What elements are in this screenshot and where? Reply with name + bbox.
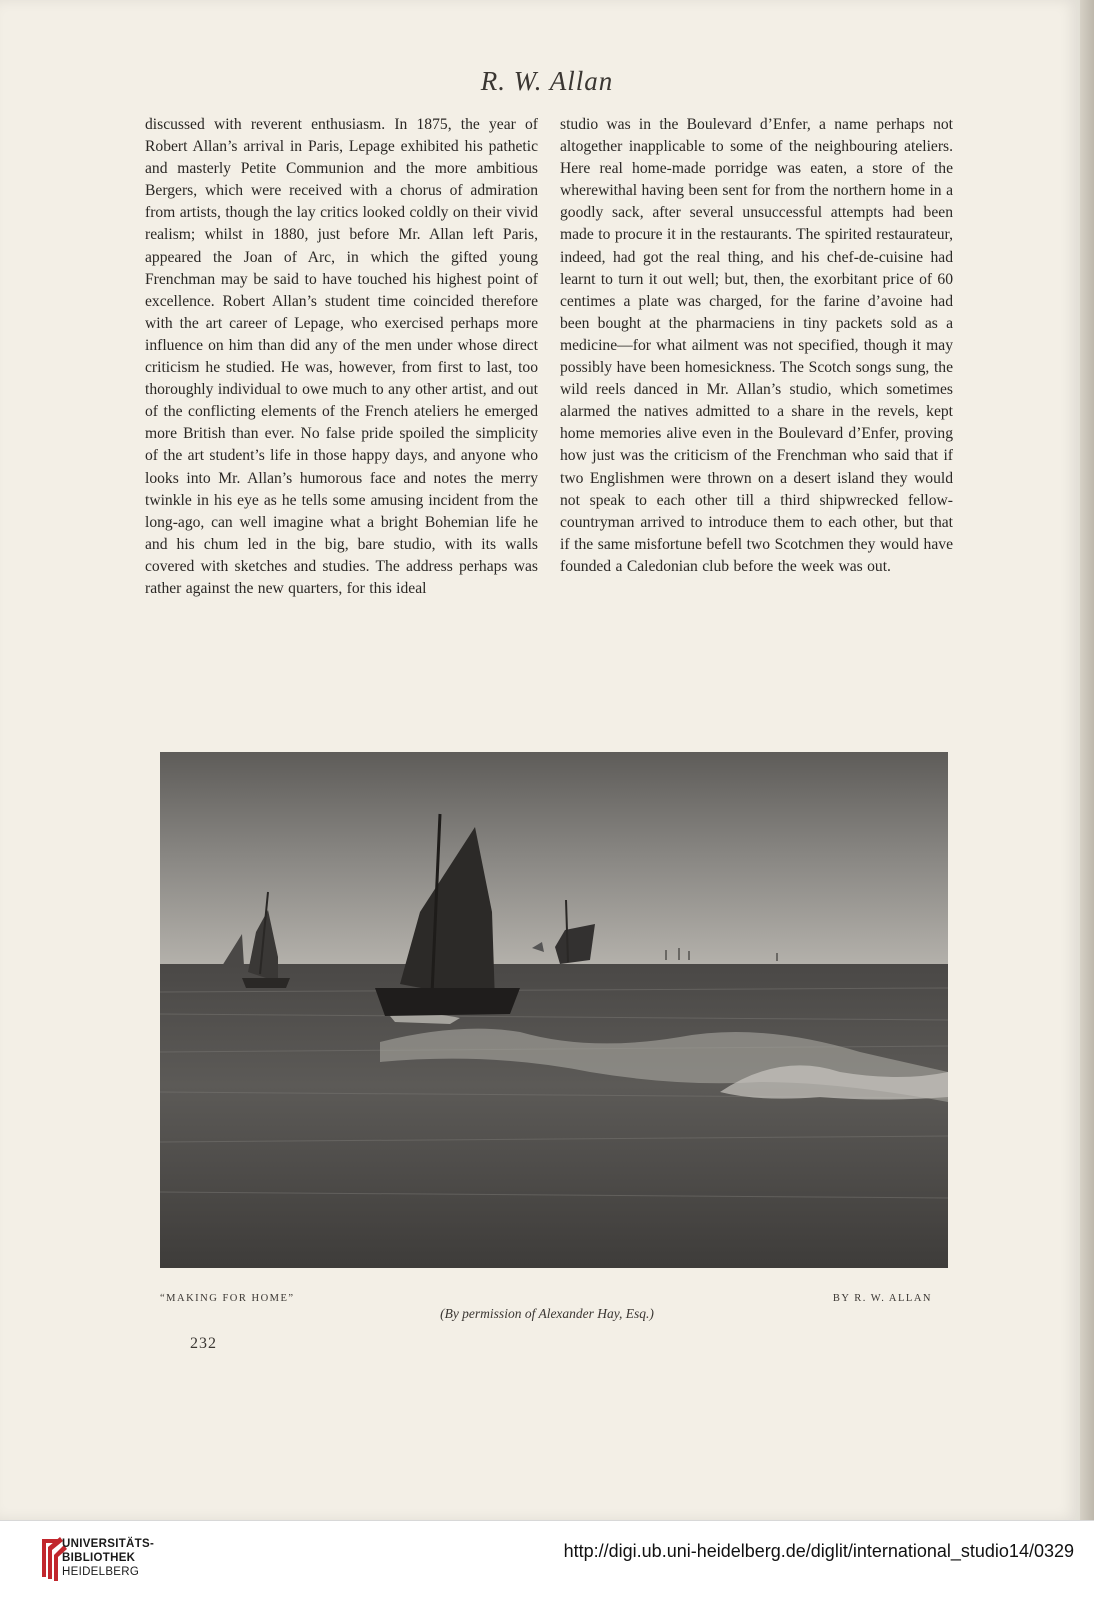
running-head: R. W. Allan	[480, 66, 614, 96]
plate-artist-caption: BY R. W. ALLAN	[832, 1293, 932, 1304]
painting-plate	[160, 752, 948, 1268]
institution-line-3: HEIDELBERG	[62, 1566, 140, 1578]
page-number: 232	[190, 1335, 217, 1352]
plate-credit: (By permission of Alexander Hay, Esq.)	[440, 1306, 654, 1321]
library-footer	[0, 1520, 1094, 1600]
institution-line-1: UNIVERSITÄTS-	[62, 1538, 155, 1550]
institution-line-2: BIBLIOTHEK	[62, 1552, 136, 1564]
seascape-painting	[160, 752, 948, 1268]
column-left-text: discussed with reverent enthusiasm. In 1875, the year of Robert Allan’s arrival in Paris, Lepage exhibited his pathetic and masterly Petite Communion and the more ambitious Bergers, which were received with a chorus of admiration from artists, though the lay critics looked coldly on their vivid realism; whilst in 1880, just before Mr. Allan left Paris, appeared the Joan of Arc, in which the gifted young Frenchman may be said to have touched his highest point of excellence. Robert Allan’s student time coincided therefore with the art career of Lepage, who exercised perhaps more influence on him than did any of the men under whose direct criticism he studied. He was, however, from first to last, too thoroughly individual to owe much to any other artist, and out of the conflicting elements of the French ateliers he emerged more British than ever. No false pride spoiled the simplicity of the art student’s life in those happy days, and anyone who looks into Mr. Allan’s humorous face and notes the merry twinkle in his eye as he tells some amusing incident from the long-ago, can well imagine what a bright Bohemian life he and his chum led in the big, bare studio, with its walls covered with sketches and studies. The address perhaps was rather against the new quarters, for this ideal	[145, 116, 538, 597]
page-edge	[1080, 0, 1094, 1520]
institution-name	[62, 1537, 154, 1579]
plate-title-caption: “MAKING FOR HOME”	[160, 1293, 295, 1304]
text-column-right	[560, 114, 953, 578]
permalink-url[interactable]: http://digi.ub.uni-heidelberg.de/diglit/international_studio14/0329	[563, 1541, 1074, 1561]
column-right-text: studio was in the Boulevard d’Enfer, a name perhaps not altogether inapplicable to some of the neighbouring ateliers. Here real home-made porridge was eaten, a store of the wherewithal having been sent for from the northern home in a goodly sack, after several unsuccessful attempts had been made to procure it in the restaurants. The spirited restaurateur, indeed, had got the real thing, and his chef-de-cuisine had learnt to turn it out well; but, then, the exorbitant price of 60 centimes a plate was charged, for the farine d’avoine had been bought at the pharmaciens in tiny packets sold as a medicine—for what ailment was not specified, though it may possibly have been homesickness. The Scotch songs sung, the wild reels danced in Mr. Allan’s studio, which sometimes alarmed the natives admitted to a share in the revels, kept home memories alive even in the Boulevard d’Enfer, proving how just was the criticism of the Frenchman who said that if two Englishmen were thrown on a desert island they would not speak to each other till a third shipwrecked fellow-countryman arrived to introduce them to each other, but that if the same misfortune befell two Scotchmen they would have founded a Caledonian club before the week was out.	[560, 116, 953, 575]
text-column-left	[145, 114, 538, 600]
